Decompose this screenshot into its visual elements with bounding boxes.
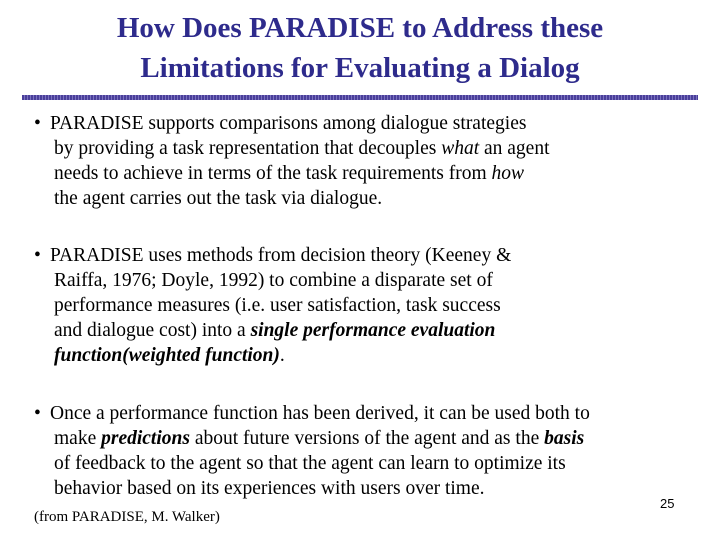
bullet-text: an agent (479, 138, 550, 159)
bullet-line (34, 186, 694, 211)
title-divider (22, 95, 698, 100)
bullet-icon: • (34, 113, 41, 134)
bullet-line (34, 268, 694, 293)
emphasis-weighted-function: function(weighted function) (54, 345, 280, 366)
bullet-line (34, 318, 694, 343)
emphasis-what: what (441, 138, 480, 159)
bullet-text: of feedback to the agent so that the agent can learn to optimize its (54, 453, 566, 474)
source-citation: (from PARADISE, M. Walker) (34, 509, 220, 525)
bullet-text: . (279, 345, 285, 366)
page-number: 25 (660, 496, 675, 511)
emphasis-basis: basis (544, 428, 585, 449)
bullet-line (34, 136, 694, 161)
bullet-text: PARADISE supports comparisons among dialogue strategies (50, 113, 527, 134)
bullet-text: make (54, 428, 102, 449)
bullet-text: Raiffa, 1976; Doyle, 1992) to combine a disparate set of (54, 270, 493, 291)
bullet-text: needs to achieve in terms of the task requirements from (54, 163, 492, 184)
bullet-text: Once a performance function has been derived, it can be used both to (50, 403, 590, 424)
bullet-line (34, 293, 694, 318)
slide-title (0, 8, 720, 88)
emphasis-predictions: predictions (101, 428, 190, 449)
bullet-text: PARADISE uses methods from decision theory (Keeney & (50, 245, 512, 266)
bullet-performance-function (34, 401, 694, 501)
bullet-line (34, 243, 694, 268)
bullet-text: and dialogue cost) into a (54, 320, 251, 341)
bullet-text: about future versions of the agent and as the (189, 428, 545, 449)
bullet-text: the agent carries out the task via dialogue. (54, 188, 383, 209)
bullet-line (34, 476, 694, 501)
bullet-paradise-comparisons (34, 111, 694, 211)
bullet-text: behavior based on its experiences with users over time. (54, 478, 485, 499)
bullet-line (34, 111, 694, 136)
bullet-text: performance measures (i.e. user satisfaction, task success (54, 295, 501, 316)
bullet-line (34, 161, 694, 186)
bullet-line (34, 426, 694, 451)
bullet-line (34, 343, 694, 368)
bullet-line (34, 401, 694, 426)
bullet-decision-theory (34, 243, 694, 368)
bullet-icon: • (34, 245, 41, 266)
title-line-1: How Does PARADISE to Address these (116, 12, 604, 44)
emphasis-single-performance: single performance evaluation (250, 320, 496, 341)
emphasis-how: how (491, 163, 525, 184)
bullet-text: by providing a task representation that decouples (54, 138, 442, 159)
title-line-2: Limitations for Evaluating a Dialog (140, 52, 580, 84)
bullet-icon: • (34, 403, 41, 424)
bullet-line (34, 451, 694, 476)
